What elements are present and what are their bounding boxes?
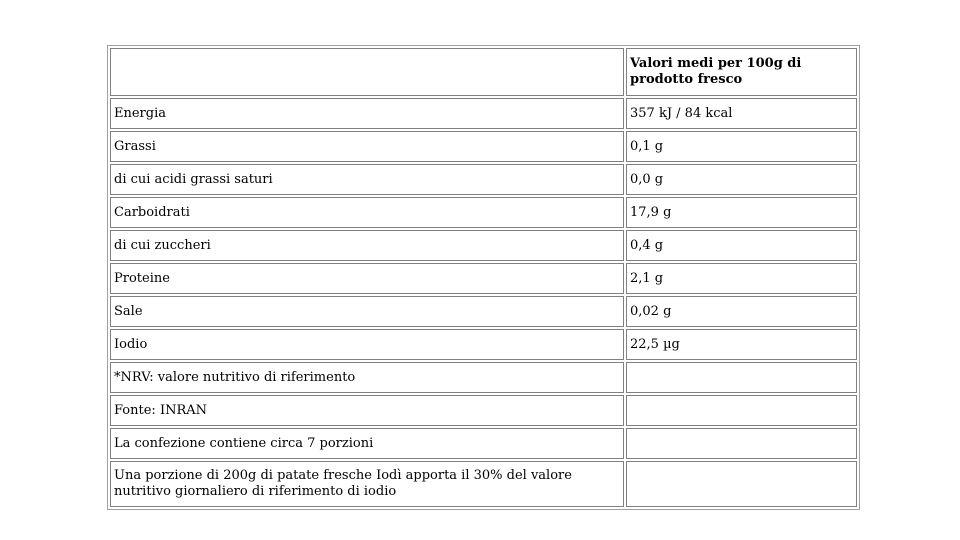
table-row xyxy=(110,461,857,507)
row-label: di cui zuccheri xyxy=(110,230,624,261)
table-row xyxy=(110,395,857,426)
table-row xyxy=(110,230,857,261)
row-label: Sale xyxy=(110,296,624,327)
row-value xyxy=(626,461,857,507)
row-label: Fonte: INRAN xyxy=(110,395,624,426)
row-label: La confezione contiene circa 7 porzioni xyxy=(110,428,624,459)
table-row xyxy=(110,263,857,294)
table-row xyxy=(110,98,857,129)
table-header-row xyxy=(110,48,857,96)
row-value: 0,0 g xyxy=(626,164,857,195)
table-row xyxy=(110,296,857,327)
nutrition-table xyxy=(107,45,860,510)
header-label-cell xyxy=(110,48,624,96)
row-value: 22,5 µg xyxy=(626,329,857,360)
row-label: Grassi xyxy=(110,131,624,162)
row-label: Energia xyxy=(110,98,624,129)
row-value xyxy=(626,428,857,459)
row-value xyxy=(626,362,857,393)
row-label: Una porzione di 200g di patate fresche Iodì apporta il 30% del valore nutritivo giornaliero di riferimento di iodio xyxy=(110,461,624,507)
row-label: di cui acidi grassi saturi xyxy=(110,164,624,195)
row-value: 17,9 g xyxy=(626,197,857,228)
table-row xyxy=(110,428,857,459)
header-value-cell: Valori medi per 100g di prodotto fresco xyxy=(626,48,857,96)
row-value xyxy=(626,395,857,426)
row-label: Carboidrati xyxy=(110,197,624,228)
row-value: 0,4 g xyxy=(626,230,857,261)
row-value: 2,1 g xyxy=(626,263,857,294)
table-row xyxy=(110,131,857,162)
table-row xyxy=(110,197,857,228)
row-value: 357 kJ / 84 kcal xyxy=(626,98,857,129)
row-label: Iodio xyxy=(110,329,624,360)
table-row xyxy=(110,362,857,393)
table-row xyxy=(110,164,857,195)
row-value: 0,1 g xyxy=(626,131,857,162)
row-label: *NRV: valore nutritivo di riferimento xyxy=(110,362,624,393)
row-label: Proteine xyxy=(110,263,624,294)
table-row xyxy=(110,329,857,360)
row-value: 0,02 g xyxy=(626,296,857,327)
